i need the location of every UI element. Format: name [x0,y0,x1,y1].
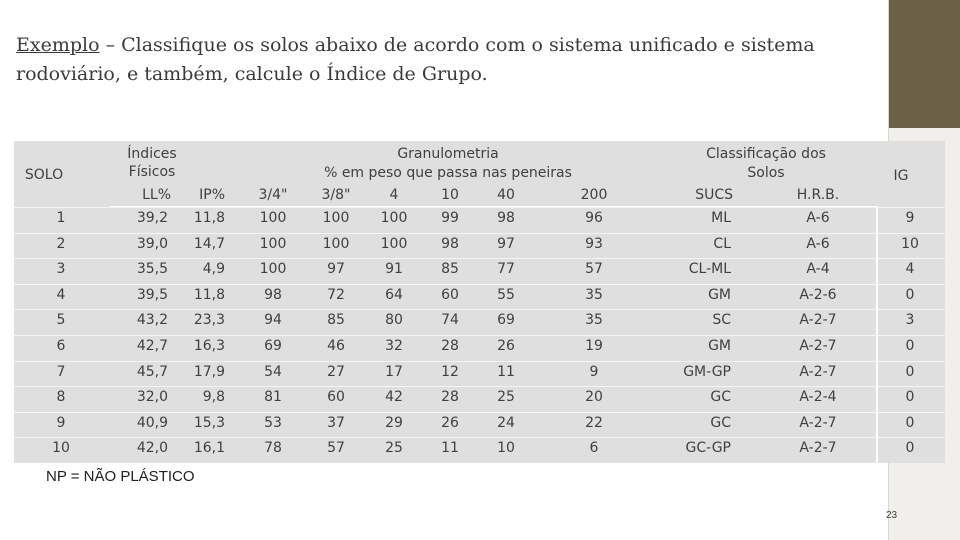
cell-hrb: A-2-7 [799,414,837,431]
cell-p40: 69 [497,312,515,329]
subheader-sieve-3-8: 3/8" [321,187,351,203]
slide-title [16,31,886,89]
row-divider [14,284,945,285]
cell-solo: 5 [56,312,66,329]
subheader-sucs: SUCS [695,187,733,203]
cell-ig: 10 [901,235,919,252]
cell-hrb: A-2-7 [799,363,837,380]
cell-solo: 6 [56,338,66,354]
cell-p34: 69 [264,338,282,354]
cell-p4: 17 [385,363,403,380]
cell-p38: 27 [327,363,345,380]
cell-p34: 98 [264,286,282,303]
cell-p10: 26 [441,414,459,431]
cell-p4: 64 [385,286,403,303]
subheader-sieve-200: 200 [580,187,608,203]
cell-p200: 22 [585,414,603,431]
cell-p10: 12 [441,363,459,380]
cell-p200: 35 [585,286,603,303]
cell-p4: 25 [385,440,403,457]
cell-p38: 46 [327,338,345,354]
cell-sucs: GM-GP [683,363,731,380]
cell-ll: 45,7 [136,363,168,380]
cell-p38: 100 [322,210,350,226]
cell-sucs: GC [710,389,731,406]
header-granulometria-line1: Granulometria [397,146,499,162]
subheader-hrb: H.R.B. [796,187,840,203]
cell-p38: 97 [327,261,345,278]
cell-hrb: A-2-7 [799,440,837,457]
cell-ll: 35,5 [136,261,168,278]
cell-ig: 0 [905,440,915,457]
cell-ip: 23,3 [193,312,225,329]
cell-ig: 0 [905,286,915,303]
cell-p4: 42 [385,389,403,406]
cell-ll: 32,0 [136,389,168,406]
cell-sucs: GC [710,414,731,431]
cell-p10: 99 [441,210,459,226]
cell-p34: 54 [264,363,282,380]
cell-p200: 20 [585,389,603,406]
cell-hrb: A-2-4 [799,389,837,406]
cell-sucs: SC [712,312,731,329]
cell-sucs: CL-ML [688,261,731,278]
cell-p200: 93 [585,235,603,252]
cell-hrb: A-2-7 [799,338,837,354]
soil-table [14,141,945,463]
cell-sucs: ML [711,210,731,226]
cell-p10: 85 [441,261,459,278]
cell-p4: 91 [385,261,403,278]
cell-p10: 11 [441,440,459,457]
title-underlined: Exemplo [16,34,100,56]
cell-ll: 39,0 [136,235,168,252]
cell-hrb: A-6 [806,235,830,252]
cell-p40: 11 [497,363,515,380]
row-divider [14,437,945,438]
cell-p200: 35 [585,312,603,329]
cell-ig: 0 [905,389,915,406]
cell-ll: 42,7 [136,338,168,354]
header-ig: IG [893,168,909,184]
cell-ll: 42,0 [136,440,168,457]
cell-p38: 85 [327,312,345,329]
cell-p40: 26 [497,338,515,354]
cell-p34: 94 [264,312,282,329]
cell-p4: 100 [380,210,408,226]
cell-ll: 39,2 [136,210,168,226]
header-granulometria-line2: % em peso que passa nas peneiras [324,165,572,181]
cell-ig: 3 [905,312,915,329]
subheader-sieve-40: 40 [497,187,515,203]
cell-p40: 77 [497,261,515,278]
cell-ig: 0 [905,338,915,354]
cell-hrb: A-4 [806,261,830,278]
title-rest: – Classifique os solos abaixo de acordo com o sistema unificado e sistema rodoviário, e também, calcule o Índice de Grupo. [16,34,815,85]
cell-p34: 100 [259,210,287,226]
row-divider [14,309,945,310]
cell-p38: 100 [322,235,350,252]
cell-p34: 100 [259,235,287,252]
row-divider [14,258,945,259]
cell-ip: 4,9 [202,261,225,278]
cell-solo: 9 [56,414,66,431]
cell-ip: 11,8 [193,286,225,303]
cell-p40: 55 [497,286,515,303]
cell-solo: 2 [56,235,66,252]
row-divider [14,412,945,413]
row-divider [14,207,945,208]
cell-sucs: CL [713,235,731,252]
row-divider [14,361,945,362]
cell-solo: 7 [56,363,66,380]
cell-solo: 3 [56,261,66,278]
cell-p34: 100 [259,261,287,278]
cell-solo: 1 [56,210,66,226]
cell-solo: 10 [52,440,70,457]
cell-p10: 60 [441,286,459,303]
row-divider [14,386,945,387]
cell-hrb: A-2-6 [799,286,837,303]
cell-ip: 16,1 [193,440,225,457]
cell-ip: 14,7 [193,235,225,252]
cell-p4: 32 [385,338,403,354]
cell-p4: 80 [385,312,403,329]
cell-ll: 43,2 [136,312,168,329]
cell-solo: 8 [56,389,66,406]
cell-p38: 37 [327,414,345,431]
cell-ig: 4 [905,261,915,278]
subheader-sieve-3-4: 3/4" [258,187,288,203]
header-indices-line1: Índices [127,146,177,162]
cell-ip: 16,3 [193,338,225,354]
cell-p40: 97 [497,235,515,252]
cell-sucs: GM [708,338,731,354]
subheader-sieve-10: 10 [441,187,459,203]
cell-p200: 6 [589,440,599,457]
cell-p200: 96 [585,210,603,226]
cell-hrb: A-2-7 [799,312,837,329]
cell-p10: 28 [441,389,459,406]
row-divider [14,335,945,336]
cell-p40: 25 [497,389,515,406]
cell-p10: 98 [441,235,459,252]
cell-p40: 24 [497,414,515,431]
footnote: NP = NÃO PLÁSTICO [46,468,195,485]
cell-p10: 74 [441,312,459,329]
cell-p200: 9 [589,363,599,380]
cell-p10: 28 [441,338,459,354]
cell-p38: 60 [327,389,345,406]
subheader-ip: IP% [199,187,225,203]
cell-p4: 29 [385,414,403,431]
cell-ig: 9 [905,210,915,226]
cell-ll: 40,9 [136,414,168,431]
cell-p34: 78 [264,440,282,457]
subheader-sieve-4: 4 [389,187,399,203]
cell-hrb: A-6 [806,210,830,226]
cell-sucs: GM [708,286,731,303]
cell-ip: 11,8 [193,210,225,226]
header-solo: SOLO [24,167,64,183]
cell-p34: 53 [264,414,282,431]
row-divider [14,233,945,234]
cell-p200: 57 [585,261,603,278]
cell-ip: 17,9 [193,363,225,380]
header-classificacao-line2: Solos [747,165,785,181]
cell-p34: 81 [264,389,282,406]
page-number: 23 [886,510,898,521]
cell-p200: 19 [585,338,603,354]
header-classificacao-line1: Classificação dos [706,146,826,162]
subheader-ll: LL% [142,187,171,203]
header-indices-line2: Físicos [128,164,176,180]
cell-solo: 4 [56,286,66,303]
cell-p38: 72 [327,286,345,303]
cell-ig: 0 [905,363,915,380]
cell-p40: 98 [497,210,515,226]
cell-ip: 15,3 [193,414,225,431]
side-accent-bar [888,0,960,128]
cell-p38: 57 [327,440,345,457]
cell-ig: 0 [905,414,915,431]
cell-sucs: GC-GP [685,440,731,457]
cell-p40: 10 [497,440,515,457]
cell-ip: 9,8 [202,389,225,406]
cell-p4: 100 [380,235,408,252]
cell-ll: 39,5 [136,286,168,303]
